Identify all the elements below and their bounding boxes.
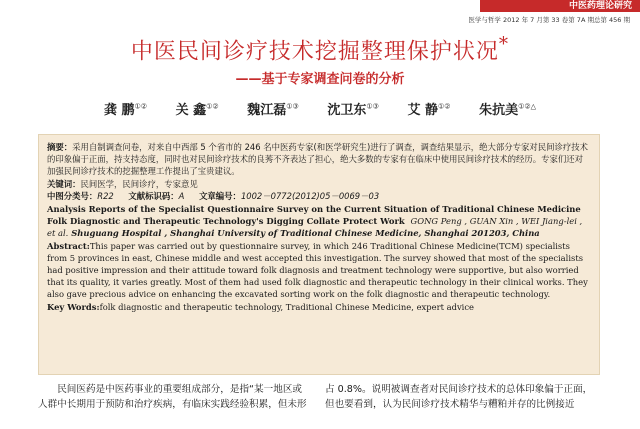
abstract-en: Abstract:This paper was carried out by questionnaire survey, in which 246 Traditional Chinese Medicine(TCM) specialists from 5 provinces in east, Chinese middle and west accepted this investigation. The survey showed that most of the specialists had positive impression and their attitude toward folk diagnosis and treatment technology were supportive, but also worried that its quality, it varies greatly. Most of them had used folk diagnostic and therapeutic technology in their clinical works. They also gave precious advice on enhancing the excavated sorting work on the folk diagnostic and therapeutic technology. xyxy=(47,240,588,300)
article-subtitle: ——基于专家调查问卷的分析 xyxy=(235,72,405,87)
classification-line xyxy=(47,190,591,202)
abstract-box xyxy=(38,134,600,375)
author-4: 沈卫东①③ xyxy=(327,102,379,118)
journal-citation: 医学与哲学 2012 年 7 月第 33 卷第 7A 期总第 456 期 xyxy=(468,16,630,24)
article-number: 文章编号：1002－0772(2012)05－0069－03 xyxy=(199,190,380,201)
document-code: 文献标识码：A xyxy=(128,190,185,201)
author-3: 魏江磊①③ xyxy=(247,102,299,118)
author-6: 朱抗美①②△ xyxy=(479,102,537,118)
author-list xyxy=(0,99,640,118)
article-title xyxy=(0,34,640,65)
abstract-cn: 摘要：采用自制调查问卷，对来自中西部 5 个省市的 246 名中医药专家(和医学研究生)进行了调查，调查结果显示，绝大部分专家对民间诊疗技术的印象偏于正面，持支持态度，同时也对民间诊疗技术的良莠不齐表达了担心，绝大多数的专家有在临床中使用民间诊疗技术的经历。专家们还对加强民间诊疗技术的挖掘整理工作提出了宝贵建议。 xyxy=(47,142,588,177)
keywords-cn: 关键词：民间医学，民间诊疗，专家意见 xyxy=(47,178,198,189)
title-footnote-mark: * xyxy=(498,34,510,55)
english-title: Analysis Reports of the Specialist Questionnaire Survey on the Current Situation of Traditional Chinese Medicine Folk Diagnostic and Therapeutic Technology's Digging Collate Protect Work GONG Peng , GUAN Xin , WEI Jiang-lei , et al. Shuguang Hospital , Shanghai University of Traditional Chinese Medicine, Shanghai 201203, China xyxy=(47,204,583,239)
header-band xyxy=(0,0,640,12)
article-title-text: 中医民间诊疗技术挖掘整理保护状况 xyxy=(130,39,499,65)
section-label: 中医药理论研究 xyxy=(568,1,632,11)
author-1: 龚 鹏①② xyxy=(103,102,148,118)
body-column-right: 占 0.8%。说明被调查者对民间诊疗技术的总体印象偏于正面，但也要看到，认为民间诊疗技术精华与糟粕并存的比例接近 xyxy=(325,384,593,410)
clc-code: 中图分类号：R22 xyxy=(47,190,114,201)
author-2: 关 鑫①② xyxy=(175,102,219,118)
body-column-left: 民间医药是中医药事业的重要组成部分，是指“某一地区或人群中长期用于预防和治疗疾病，有临床实践经验积累，但未形 xyxy=(38,384,307,410)
english-authors: GONG Peng , GUAN Xin , WEI Jiang-lei , et al. xyxy=(47,216,583,239)
english-affiliation: Shuguang Hospital , Shanghai University of Traditional Chinese Medicine, Shanghai 201203, China xyxy=(71,228,540,239)
keywords-en: Key Words:folk diagnostic and therapeutic technology, Traditional Chinese Medicine, expert advice xyxy=(47,301,475,312)
author-5: 艾 静①② xyxy=(407,102,451,118)
